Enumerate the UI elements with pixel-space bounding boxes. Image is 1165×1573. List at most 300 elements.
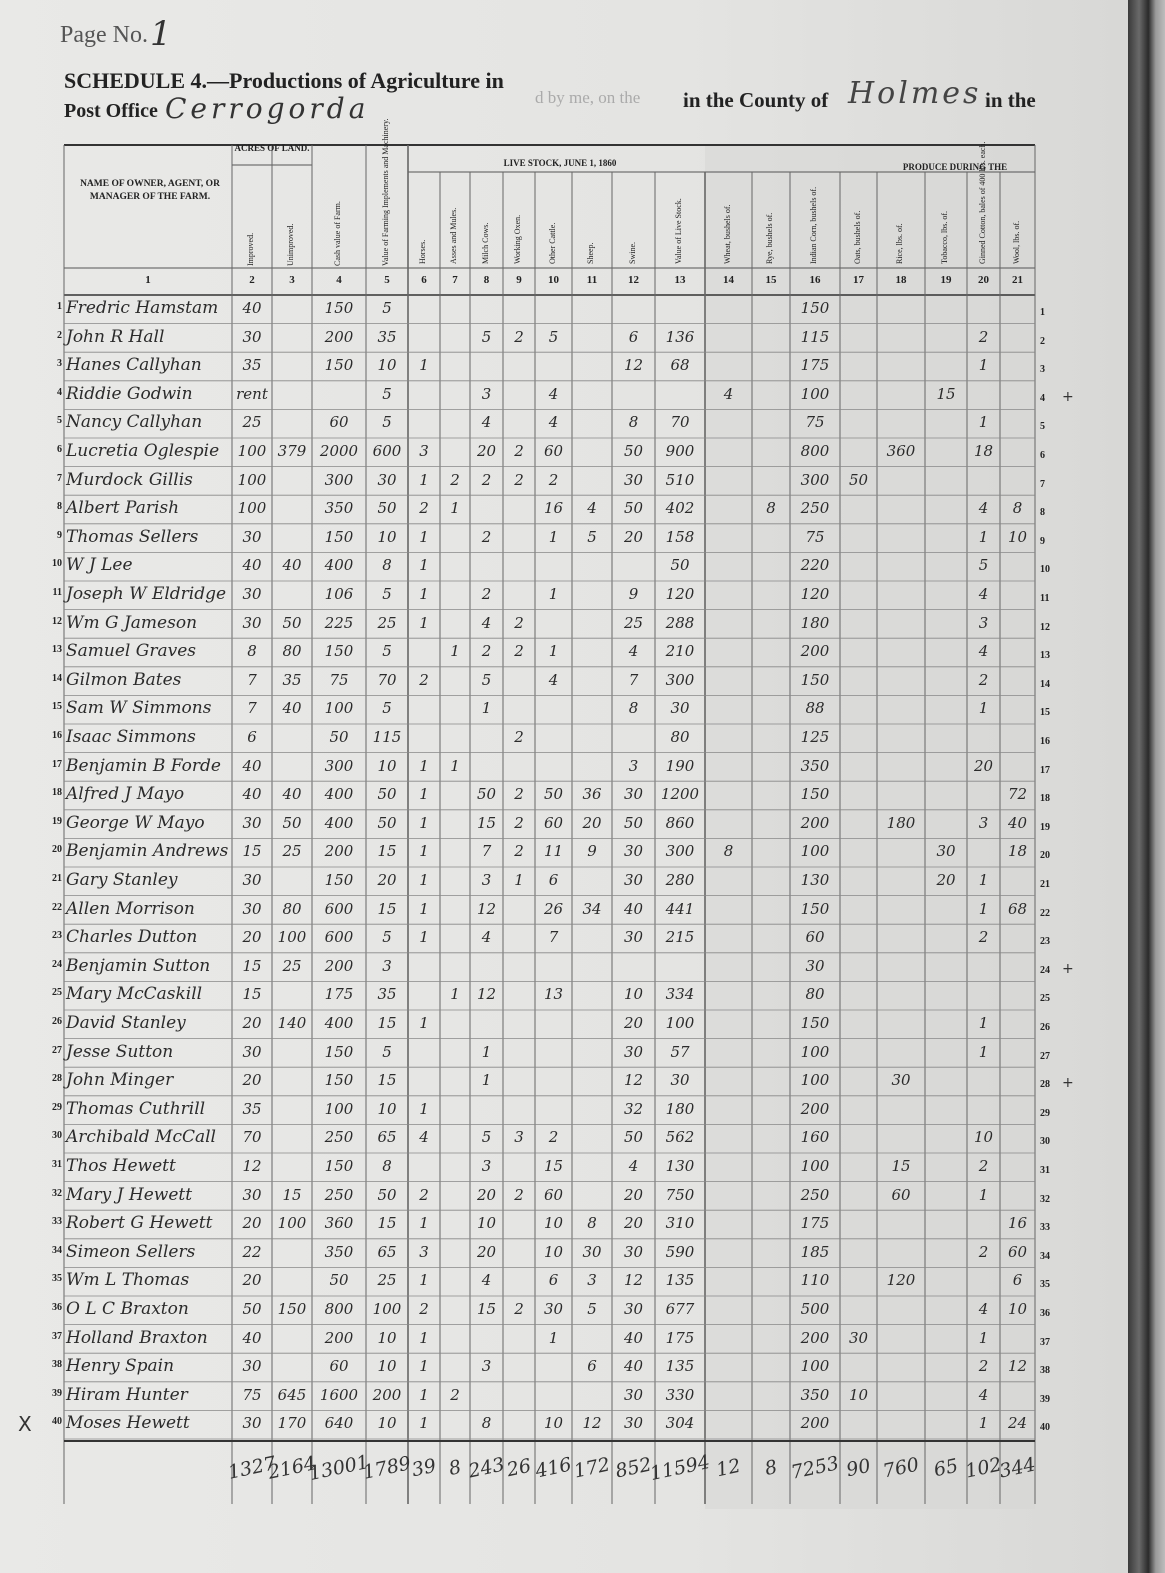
cell-col-10: 26 <box>543 899 564 918</box>
cell-col-6: 1 <box>419 585 429 603</box>
cell-col-20: 4 <box>978 585 989 603</box>
row-number-left: 1 <box>57 301 62 312</box>
farm-owner-name: Allen Morrison <box>66 898 195 919</box>
farm-owner-name: Wm G Jameson <box>66 612 198 633</box>
cell-col-13: 80 <box>670 728 690 746</box>
row-number-right: 24 <box>1040 964 1050 976</box>
cell-col-13: 50 <box>670 556 690 575</box>
cell-col-16: 500 <box>800 1300 830 1318</box>
cell-col-2: 25 <box>242 413 262 432</box>
cell-col-20: 3 <box>978 613 989 632</box>
cell-col-6: 3 <box>419 442 429 460</box>
cell-col-12: 30 <box>623 871 644 889</box>
cell-col-3: 50 <box>282 813 302 832</box>
total-col-21: 344 <box>997 1453 1038 1483</box>
cell-col-18: 180 <box>886 813 916 832</box>
cell-col-5: 15 <box>377 1014 397 1032</box>
cell-col-4: 150 <box>324 642 354 661</box>
cell-col-21: 16 <box>1007 1214 1028 1233</box>
cell-col-3: 170 <box>277 1414 307 1433</box>
cell-col-12: 20 <box>623 1014 644 1032</box>
column-header-7: Asses and Mules. <box>449 207 458 264</box>
cell-col-2: rent <box>236 384 268 403</box>
cell-col-2: 8 <box>247 642 257 661</box>
column-header-17: Oats, bushels of. <box>852 210 862 264</box>
cell-col-13: 334 <box>665 985 695 1004</box>
total-col-3: 2164 <box>266 1452 318 1484</box>
livestock-group-header: LIVE STOCK, JUNE 1, 1860 <box>503 158 617 168</box>
margin-plus-mark: + <box>1062 1075 1074 1092</box>
row-number-right: 32 <box>1040 1193 1050 1205</box>
cell-col-4: 150 <box>324 1157 354 1175</box>
cell-col-9: 2 <box>514 613 524 632</box>
cell-col-13: 30 <box>670 1071 690 1090</box>
margin-plus-mark: + <box>1062 960 1074 977</box>
cell-col-7: 1 <box>450 642 460 661</box>
cell-col-5: 5 <box>382 384 392 403</box>
cell-col-9: 2 <box>514 1300 524 1318</box>
column-number-20: 20 <box>978 274 989 286</box>
cell-col-20: 18 <box>973 442 994 460</box>
cell-col-10: 4 <box>548 384 559 403</box>
cell-col-5: 25 <box>377 1271 397 1290</box>
farm-owner-name: Hanes Callyhan <box>66 355 202 376</box>
cell-col-12: 4 <box>628 642 639 661</box>
row-number-left: 16 <box>52 730 62 741</box>
row-number-left: 25 <box>52 987 62 999</box>
column-number-12: 12 <box>628 274 639 286</box>
cell-col-12: 32 <box>623 1099 644 1118</box>
row-number-right: 20 <box>1040 850 1050 862</box>
cell-col-2: 15 <box>242 985 262 1004</box>
cell-col-9: 2 <box>514 442 524 460</box>
cell-col-9: 2 <box>514 842 524 861</box>
cell-col-10: 10 <box>543 1242 564 1261</box>
cell-col-2: 30 <box>242 327 262 346</box>
cell-col-16: 350 <box>800 756 830 775</box>
column-number-6: 6 <box>421 274 427 286</box>
cell-col-13: 750 <box>665 1185 695 1204</box>
cell-col-7: 1 <box>450 756 460 775</box>
farm-owner-name: David Stanley <box>66 1013 186 1033</box>
cell-col-9: 2 <box>514 470 524 489</box>
cell-col-12: 30 <box>623 785 644 804</box>
column-header-3: Unimproved. <box>286 223 295 266</box>
column-header-6: Horses. <box>418 239 427 264</box>
post-office-value: Cerrogorda <box>165 92 370 125</box>
cell-col-2: 20 <box>242 1014 262 1032</box>
farm-owner-name: Benjamin Sutton <box>66 955 211 976</box>
cell-col-12: 30 <box>623 1300 644 1318</box>
cell-col-20: 2 <box>978 670 989 689</box>
cell-col-13: 590 <box>665 1242 695 1261</box>
cell-col-2: 7 <box>247 699 257 718</box>
cell-col-10: 6 <box>548 1271 559 1290</box>
column-number-14: 14 <box>723 274 734 286</box>
cell-col-5: 5 <box>382 413 392 432</box>
cell-col-5: 5 <box>382 299 392 317</box>
cell-col-12: 12 <box>623 1271 644 1290</box>
cell-col-20: 2 <box>978 1242 989 1261</box>
cell-col-12: 10 <box>623 985 644 1004</box>
cell-col-3: 50 <box>282 613 302 632</box>
total-col-7: 8 <box>446 1455 464 1481</box>
column-number-16: 16 <box>809 274 821 286</box>
cell-col-2: 30 <box>242 585 262 603</box>
cell-col-4: 100 <box>324 699 354 718</box>
cell-col-3: 15 <box>282 1185 302 1204</box>
row-number-left: 24 <box>52 958 62 970</box>
cell-col-20: 2 <box>978 928 989 947</box>
row-number-left: 5 <box>57 415 62 427</box>
cell-col-10: 2 <box>548 470 559 489</box>
total-col-18: 760 <box>880 1453 922 1483</box>
cell-col-8: 5 <box>481 1128 492 1147</box>
cell-col-12: 50 <box>623 442 644 460</box>
cell-col-8: 20 <box>476 1185 497 1204</box>
cell-col-4: 400 <box>324 1014 354 1032</box>
row-number-right: 8 <box>1040 507 1045 519</box>
cell-col-12: 25 <box>623 613 644 632</box>
row-number-right: 7 <box>1040 478 1045 490</box>
cell-col-16: 150 <box>800 670 830 689</box>
row-number-left: 33 <box>52 1216 62 1228</box>
cell-col-13: 304 <box>665 1414 695 1433</box>
cell-col-11: 30 <box>582 1242 602 1261</box>
cell-col-21: 18 <box>1007 842 1028 861</box>
row-number-right: 28 <box>1040 1079 1050 1091</box>
cell-col-16: 150 <box>800 1014 830 1032</box>
cell-col-3: 40 <box>282 785 302 804</box>
row-number-left: 13 <box>52 644 62 656</box>
cell-col-12: 50 <box>623 1128 644 1147</box>
cell-col-4: 60 <box>329 1357 349 1376</box>
row-number-right: 17 <box>1040 764 1050 776</box>
cell-col-10: 60 <box>543 1185 564 1204</box>
cell-col-5: 115 <box>372 728 402 746</box>
cell-col-16: 220 <box>800 556 830 575</box>
row-number-left: 40 <box>52 1416 62 1428</box>
cell-col-6: 1 <box>419 1014 429 1032</box>
total-col-13: 11594 <box>648 1450 712 1486</box>
cell-col-8: 12 <box>476 985 497 1004</box>
cell-col-8: 1 <box>481 1071 492 1090</box>
cell-col-6: 1 <box>419 1271 429 1290</box>
farm-owner-name: John Minger <box>66 1070 174 1091</box>
total-col-8: 243 <box>466 1453 507 1483</box>
cell-col-3: 40 <box>282 556 302 575</box>
farm-owner-name: Samuel Graves <box>66 641 196 662</box>
farm-owner-name: Gilmon Bates <box>66 669 182 690</box>
cell-col-7: 2 <box>450 1385 460 1404</box>
cell-col-13: 215 <box>665 928 695 947</box>
cell-col-11: 20 <box>582 813 602 832</box>
cell-col-20: 1 <box>978 1014 989 1032</box>
total-col-15: 8 <box>762 1455 780 1481</box>
cell-col-2: 30 <box>242 899 262 918</box>
cell-col-10: 5 <box>548 327 559 346</box>
cell-col-10: 1 <box>548 527 559 546</box>
cell-col-4: 300 <box>324 756 354 775</box>
column-header-20: Ginned Cotton, bales of 400 lbs. each. <box>977 141 987 264</box>
cell-col-4: 50 <box>329 1271 349 1290</box>
cell-col-12: 20 <box>623 1214 644 1233</box>
cell-col-4: 150 <box>324 527 354 546</box>
row-number-left: 9 <box>57 529 62 541</box>
cell-col-21: 40 <box>1007 813 1028 832</box>
column-number-21: 21 <box>1012 274 1023 286</box>
cell-col-13: 300 <box>665 670 695 689</box>
cell-col-13: 402 <box>665 499 695 518</box>
cell-col-4: 350 <box>324 1242 354 1261</box>
cell-col-10: 1 <box>548 642 559 661</box>
farm-owner-name: Wm L Thomas <box>66 1270 190 1291</box>
cell-col-5: 10 <box>377 1414 397 1433</box>
column-header-14: Wheat, bushels of. <box>722 204 732 264</box>
cell-col-13: 135 <box>665 1271 695 1290</box>
cell-col-2: 7 <box>247 670 257 689</box>
cell-col-20: 1 <box>978 527 989 546</box>
cell-col-5: 50 <box>377 785 397 804</box>
cell-col-9: 2 <box>514 642 524 661</box>
column-header-5: Value of Farming Implements and Machinery. <box>381 118 390 266</box>
cell-col-16: 250 <box>800 1185 830 1204</box>
cell-col-11: 5 <box>587 527 597 546</box>
cell-col-16: 300 <box>800 470 830 489</box>
cell-col-13: 310 <box>665 1214 695 1233</box>
cell-col-2: 40 <box>242 785 262 804</box>
row-number-right: 11 <box>1040 593 1050 604</box>
cell-col-12: 30 <box>623 1042 644 1061</box>
cell-col-20: 1 <box>978 1185 989 1204</box>
cell-col-18: 15 <box>891 1157 911 1175</box>
cell-col-12: 30 <box>623 470 644 489</box>
cell-col-10: 11 <box>543 842 564 861</box>
cell-col-6: 1 <box>419 842 429 861</box>
cell-col-16: 100 <box>800 1357 830 1376</box>
cell-col-8: 12 <box>476 899 497 918</box>
cell-col-2: 70 <box>242 1128 262 1147</box>
cell-col-16: 150 <box>800 299 830 317</box>
cell-col-6: 1 <box>419 813 429 832</box>
cell-col-16: 100 <box>800 384 830 403</box>
cell-col-16: 800 <box>800 442 830 460</box>
cell-col-8: 7 <box>481 842 492 861</box>
schedule-title: SCHEDULE 4.—Productions of Agriculture in <box>64 68 504 93</box>
cell-col-4: 100 <box>324 1099 354 1118</box>
cell-col-6: 1 <box>419 356 429 375</box>
column-number-8: 8 <box>483 274 490 286</box>
cell-col-5: 8 <box>382 556 392 575</box>
cell-col-16: 110 <box>800 1271 830 1290</box>
row-number-left: 36 <box>52 1302 62 1313</box>
cell-col-11: 9 <box>587 842 597 861</box>
cell-col-2: 30 <box>242 1414 262 1433</box>
row-number-left: 18 <box>52 787 62 799</box>
cell-col-2: 12 <box>242 1157 262 1175</box>
cell-col-12: 4 <box>628 1157 639 1175</box>
cell-col-5: 10 <box>377 756 397 775</box>
page-number-value: 1 <box>150 14 172 54</box>
row-number-left: 31 <box>52 1159 62 1170</box>
cell-col-9: 2 <box>514 1185 524 1204</box>
row-number-right: 4 <box>1040 392 1045 404</box>
row-number-left: 12 <box>52 615 62 627</box>
total-col-17: 90 <box>844 1454 873 1482</box>
row-number-right: 18 <box>1040 793 1050 805</box>
cell-col-6: 1 <box>419 871 429 889</box>
cell-col-11: 6 <box>587 1357 597 1376</box>
cell-col-12: 9 <box>628 585 639 603</box>
row-number-right: 31 <box>1040 1165 1050 1176</box>
cell-col-13: 130 <box>665 1157 695 1175</box>
cell-col-8: 4 <box>481 1271 492 1290</box>
cell-col-8: 3 <box>481 1157 492 1175</box>
cell-col-8: 4 <box>481 413 492 432</box>
farm-owner-name: Nancy Callyhan <box>66 412 203 433</box>
cell-col-8: 10 <box>476 1214 497 1233</box>
row-number-right: 13 <box>1040 650 1050 662</box>
cell-col-7: 2 <box>450 470 460 489</box>
row-number-right: 12 <box>1040 621 1050 633</box>
row-number-left: 23 <box>52 930 62 942</box>
cell-col-2: 40 <box>242 556 262 575</box>
cell-col-13: 677 <box>665 1300 695 1318</box>
cell-col-13: 900 <box>665 442 695 460</box>
cell-col-16: 150 <box>800 899 830 918</box>
row-number-left: 34 <box>52 1244 62 1256</box>
cell-col-11: 5 <box>587 1300 597 1318</box>
cell-col-13: 120 <box>665 585 695 603</box>
cell-col-2: 22 <box>242 1242 262 1261</box>
column-header-9: Working Oxen. <box>513 214 522 264</box>
cell-col-4: 150 <box>324 356 354 375</box>
row-number-left: 29 <box>52 1101 62 1113</box>
cell-col-8: 1 <box>481 699 492 718</box>
farm-owner-name: Riddie Godwin <box>66 383 193 404</box>
cell-col-9: 3 <box>514 1128 524 1147</box>
cell-col-12: 40 <box>623 1357 644 1376</box>
cell-col-4: 75 <box>329 670 349 689</box>
cell-col-13: 300 <box>665 842 695 861</box>
left-x-mark: X <box>18 1412 32 1437</box>
cell-col-8: 15 <box>476 1300 497 1318</box>
total-col-16: 7253 <box>789 1452 841 1484</box>
row-number-right: 14 <box>1040 678 1050 690</box>
cell-col-4: 250 <box>324 1128 354 1147</box>
row-number-right: 22 <box>1040 907 1050 919</box>
row-number-right: 30 <box>1040 1136 1050 1148</box>
cell-col-16: 80 <box>805 985 825 1004</box>
cell-col-16: 200 <box>800 642 830 661</box>
cell-col-11: 4 <box>587 499 597 518</box>
cell-col-5: 100 <box>372 1300 402 1318</box>
cell-col-4: 2000 <box>319 442 359 460</box>
cell-col-11: 3 <box>587 1271 597 1290</box>
cell-col-13: 280 <box>665 871 695 889</box>
cell-col-4: 150 <box>324 1042 354 1061</box>
cell-col-3: 140 <box>277 1014 307 1032</box>
cell-col-4: 600 <box>324 899 354 918</box>
in-the-label: in the <box>985 88 1036 112</box>
column-number-18: 18 <box>895 274 907 286</box>
cell-col-3: 150 <box>277 1300 307 1318</box>
cell-col-5: 65 <box>377 1242 397 1261</box>
farm-owner-name: Archibald McCall <box>66 1127 216 1148</box>
cell-col-13: 210 <box>665 642 695 661</box>
cell-col-4: 800 <box>324 1300 354 1318</box>
cell-col-20: 20 <box>973 756 994 775</box>
farm-owner-name: Lucretia Oglespie <box>66 441 220 461</box>
cell-col-10: 16 <box>543 499 564 518</box>
cell-col-12: 3 <box>628 756 639 775</box>
cell-col-13: 288 <box>665 613 695 632</box>
cell-col-16: 100 <box>800 1042 830 1061</box>
cell-col-13: 135 <box>665 1357 695 1376</box>
row-number-right: 21 <box>1040 879 1050 890</box>
cell-col-2: 30 <box>242 613 262 632</box>
row-number-left: 4 <box>57 386 62 398</box>
cell-col-13: 441 <box>665 899 695 918</box>
cell-col-16: 150 <box>800 785 830 804</box>
cell-col-5: 5 <box>382 699 392 718</box>
cell-col-9: 2 <box>514 327 524 346</box>
column-header-8: Milch Cows. <box>480 222 490 264</box>
cell-col-5: 15 <box>377 842 397 861</box>
row-number-right: 15 <box>1040 707 1050 719</box>
row-number-left: 22 <box>52 901 62 913</box>
cell-col-10: 6 <box>548 871 559 889</box>
cell-col-20: 1 <box>978 699 989 718</box>
row-number-right: 39 <box>1040 1393 1050 1405</box>
cell-col-5: 50 <box>377 499 397 518</box>
cell-col-5: 70 <box>377 670 397 689</box>
cell-col-19: 15 <box>936 384 956 403</box>
cell-col-12: 7 <box>628 670 639 689</box>
total-col-11: 172 <box>571 1453 613 1483</box>
cell-col-4: 150 <box>324 871 354 889</box>
cell-col-5: 10 <box>377 1328 397 1347</box>
column-header-10: Other Cattle. <box>547 222 557 264</box>
cell-col-8: 5 <box>481 327 492 346</box>
row-number-right: 9 <box>1040 535 1045 547</box>
cell-col-8: 2 <box>481 585 492 603</box>
column-header-18: Rice, lbs. of. <box>895 223 904 264</box>
cell-col-5: 25 <box>377 613 397 632</box>
cell-col-17: 30 <box>848 1328 869 1347</box>
cell-col-2: 40 <box>242 299 262 317</box>
cell-col-2: 30 <box>242 1042 262 1061</box>
cell-col-20: 5 <box>978 556 989 575</box>
cell-col-6: 1 <box>419 785 429 804</box>
column-number-19: 19 <box>940 274 952 286</box>
farm-owner-name: Albert Parish <box>66 498 180 519</box>
row-number-right: 26 <box>1040 1022 1050 1033</box>
cell-col-6: 2 <box>419 499 429 518</box>
farm-owner-name: Murdock Gillis <box>66 469 193 490</box>
post-office-label: Post Office <box>64 100 158 122</box>
cell-col-18: 360 <box>886 442 916 460</box>
cell-col-12: 20 <box>623 527 644 546</box>
cell-col-2: 20 <box>242 1214 262 1233</box>
cell-col-4: 400 <box>324 556 354 575</box>
cell-col-4: 50 <box>329 728 349 746</box>
cell-col-21: 8 <box>1012 499 1023 518</box>
cell-col-9: 2 <box>514 785 524 804</box>
cell-col-4: 200 <box>324 842 354 861</box>
row-number-right: 3 <box>1040 364 1045 376</box>
row-number-right: 35 <box>1040 1279 1050 1291</box>
